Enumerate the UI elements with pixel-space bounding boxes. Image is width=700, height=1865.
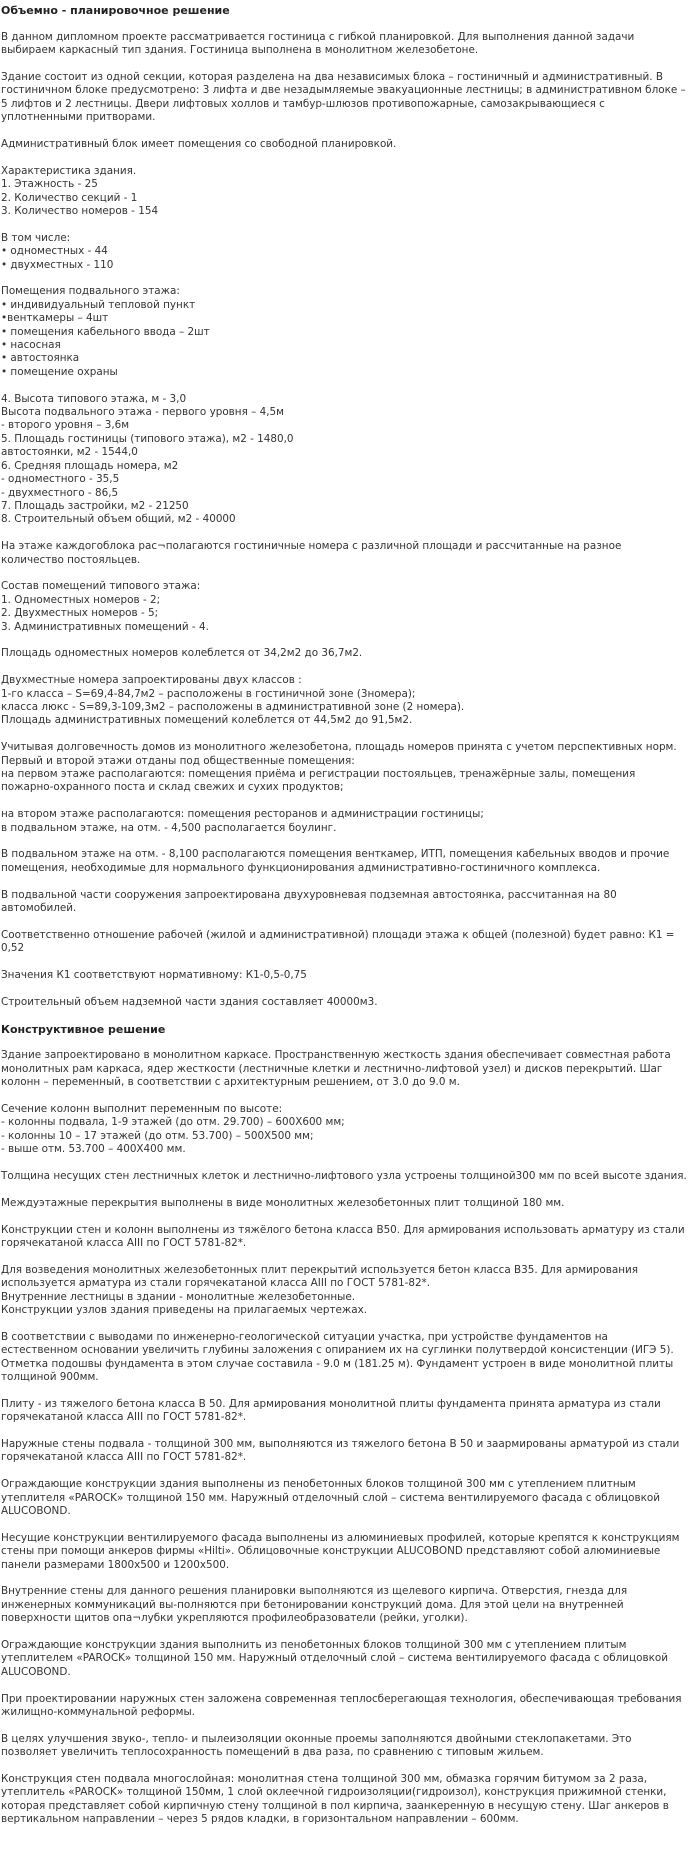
- paragraph: В соответствии с выводами по инженерно-геологической ситуации участка, при устройстве фундаментов на естественном основании увеличить глубины заложения с опиранием их на суглинки полутвердой консистенции (ИГЭ 5). Отметка подошвы фундамента в этом случае составила - 9.0 м (181.25 м). Фундамент устроен в виде монолитной плиты толщиной 900мм.: [1, 1330, 674, 1384]
- paragraph: Ограждающие конструкции здания выполнены из пенобетонных блоков толщиной 300 мм с утеплением плитным утеплителя «PAROCK» толщиной 150 мм. Наружный отделочный слой – система вентилируемого фасада с облицовкой ALUCOBOND.: [1, 1478, 661, 1518]
- paragraph: На этаже каждогоблока рас¬полагаются гостиничные номера с различной площади и рассчитанные на разное количество постояльцев.: [1, 540, 622, 566]
- paragraph: Плиту - из тяжелого бетона класса В 50. Для армирования монолитной плиты фундамента принята арматура из стали горячекатаной класса АIII по ГОСТ 5781-82*.: [1, 1397, 661, 1424]
- paragraph: на втором этаже располагаются: помещения ресторанов и администрации гостиницы; в подвальном этаже, на отм. - 4,500 располагается боулинг.: [1, 808, 484, 834]
- paragraph: В подвальной части сооружения запроектирована двухуровневая подземная автостоянка, рассчитанная на 80 автомобилей.: [1, 888, 617, 914]
- paragraph: Сечение колонн выполнит переменным по высоте: - колонны подвала, 1-9 этажей (до отм. 29.700) – 600Х600 мм; - колонны 10 – 17 этажей (до отм. 53.700) – 500Х500 мм; - выше отм. 53.700 – 400Х400 мм.: [1, 1102, 345, 1156]
- paragraph: Значения К1 соответствуют нормативному: К1-0,5-0,75: [1, 968, 307, 981]
- paragraph: Соответственно отношение рабочей (жилой и административной) площади этажа к общей (полезной) будет равно: К1 = 0,52: [1, 928, 675, 955]
- paragraph: Несущие конструкции вентилируемого фасада выполнены из алюминиевых профилей, которые крепятся к конструкциям стены при помощи анкеров фирмы «Hilti». Облицовочные конструкции ALUCOBOND представляют собой алюминиевые панели размерами 1800х500 и 1200х500.: [1, 1531, 680, 1571]
- paragraph: Помещения подвального этажа: • индивидуальный тепловой пункт •венткамеры – 4шт • помещения кабельного ввода – 2шт • насосная • автостоянка • помещение охраны: [1, 285, 210, 378]
- paragraph: Толщина несущих стен лестничных клеток и лестнично-лифтового узла устроены толщиной300 мм по всей высоте здания.: [1, 1170, 687, 1182]
- paragraph: В том числе: • одноместных - 44 • двухместных - 110: [1, 231, 114, 271]
- section-heading: Конструктивное решение: [1, 1022, 166, 1036]
- paragraph: Площадь одноместных номеров колеблется от 34,2м2 до 36,7м2.: [1, 647, 363, 660]
- paragraph: Административный блок имеет помещения со свободной планировкой.: [1, 138, 397, 151]
- paragraph: Здание состоит из одной секции, которая разделена на два независимых блока – гостиничный и административный. В гостиничном блоке предусмотрено: 3 лифта и две незадымляемые эвакуационные лестницы; в административном блоке – 5 лифтов и 2 лестницы. Двери лифтовых холлов и тамбур-шлюзов противопожарные, самозакрывающиеся с уплотненными притворами.: [1, 71, 686, 124]
- paragraph: Здание запроектировано в монолитном каркасе. Пространственную жесткость здания обеспечивает совместная работа монолитных рам каркаса, ядер жесткости (лестничные клетки и лестнично-лифтовой узел) и дисков перекрытий. Шаг колонн – переменный, в соответствии с архитектурным решением, от 3.0 до 9.0 м.: [1, 1049, 671, 1089]
- paragraph: В подвальном этаже на отм. - 8,100 располагаются помещения венткамер, ИТП, помещения кабельных вводов и прочие помещения, необходимые для нормального функционирования административно-гостиничного комплекса.: [1, 848, 670, 874]
- section-heading: Объемно - планировочное решение: [1, 4, 230, 17]
- paragraph: Строительный объем надземной части здания составляет 40000м3.: [1, 995, 378, 1008]
- paragraph: Конструкция стен подвала многослойная: монолитная стена толщиной 300 мм, обмазка горячим битумом за 2 раза, утеплитель «PAROCK» толщиной 150мм, 1 слой оклеечной гидроизоляции(гидроизол), конструкция прижимной стенки, которая представляет собой кирпичную стену толщиной в пол кирпича, заанкеренную в несущую стену. Шаг анкеров в вертикальном направлении – через 5 рядов кладки, в горизонтальном направлении – 600мм.: [1, 1773, 669, 1826]
- paragraph: Ограждающие конструкции здания выполнить из пенобетонных блоков толщиной 300 мм с утеплением плитым утеплителем «PAROCK» толщиной 150 мм. Наружный отделочный слой – система вентилируемого фасада с облицовкой ALUCOBOND.: [1, 1639, 668, 1678]
- paragraph: Конструкции стен и колонн выполнены из тяжёлого бетона класса В50. Для армирования использовать арматуру из стали горячекатаной класса АIII по ГОСТ 5781-82*.: [1, 1223, 685, 1249]
- paragraph: В целях улучшения звуко-, тепло- и пылеизоляции оконные проемы заполняются двойными стеклопакетами. Это позволяет увеличить теплосохранность помещений в два раза, по сравнению с типовым жильем.: [1, 1732, 632, 1759]
- paragraph: Наружные стены подвала - толщиной 300 мм, выполняются из тяжелого бетона В 50 и заармированы арматурой из стали горячекатаной класса АIII по ГОСТ 5781-82*.: [1, 1438, 680, 1464]
- paragraph: 4. Высота типового этажа, м - 3,0 Высота подвального этажа - первого уровня – 4,5м - второго уровня – 3,6м 5. Площадь гостиницы (типового этажа), м2 - 1480,0 автостоянки, м2 - 1544,0 6. Средняя площадь номера, м2 - одноместного - 35,5 - двухместного - 86,5 7. Площадь застройки, м2 - 21250 8. Строительный объем общий, м2 - 40000: [1, 392, 294, 526]
- paragraph: Состав помещений типового этажа: 1. Одноместных номеров - 2; 2. Двухместных номеров - 5; 3. Административных помещений - 4.: [1, 580, 209, 633]
- paragraph: Для возведения монолитных железобетонных плит перекрытий используется бетон класса В35. Для армирования используется арматура из стали горячекатаной класса АIII по ГОСТ 5781-82*. Внутренние лестницы в здании - монолитные железобетонные. Конструкции узлов здания приведены на прилагаемых чертежах.: [1, 1263, 639, 1317]
- paragraph: В данном дипломном проекте рассматривается гостиница с гибкой планировкой. Для выполнения данной задачи выбираем каркасный тип здания. Гостиница выполнена в монолитном железобетоне.: [1, 30, 635, 57]
- paragraph: Междуэтажные перекрытия выполнены в виде монолитных железобетонных плит толщиной 180 мм.: [1, 1196, 565, 1209]
- paragraph: Внутренние стены для данного решения планировки выполняются из щелевого кирпича. Отверстия, гнезда для инженерных коммуникаций вы-полняются при бетонировании конструкций дома. Для этой цели на внутренней поверхности щитов опа¬лубки укрепляются профилеобразователи (рейки, уголки).: [1, 1585, 628, 1625]
- paragraph: Двухместные номера запроектированы двух классов : 1-го класса – S=69,4-84,7м2 – расположены в гостиничной зоне (3номера); класса люкс - S=89,3-109,3м2 – расположены в административной зоне (2 номера). Площадь административных помещений колеблется от 44,5м2 до 91,5м2.: [1, 674, 465, 727]
- paragraph: Характеристика здания. 1. Этажность - 25 2. Количество секций - 1 3. Количество номеров - 154: [1, 164, 159, 218]
- paragraph: Учитывая долговечность домов из монолитного железобетона, площадь номеров принята с учетом перспективных норм. Первый и второй этажи отданы под общественные помещения: на первом этаже располагаются: помещения приёма и регистрации постояльцев, тренажёрные залы, помещения пожарно-охранного поста и склад свежих и сухих продуктов;: [1, 741, 677, 794]
- paragraph: При проектировании наружных стен заложена современная теплосберегающая технология, обеспечивающая требования жилищно-коммунальной реформы.: [1, 1692, 682, 1719]
